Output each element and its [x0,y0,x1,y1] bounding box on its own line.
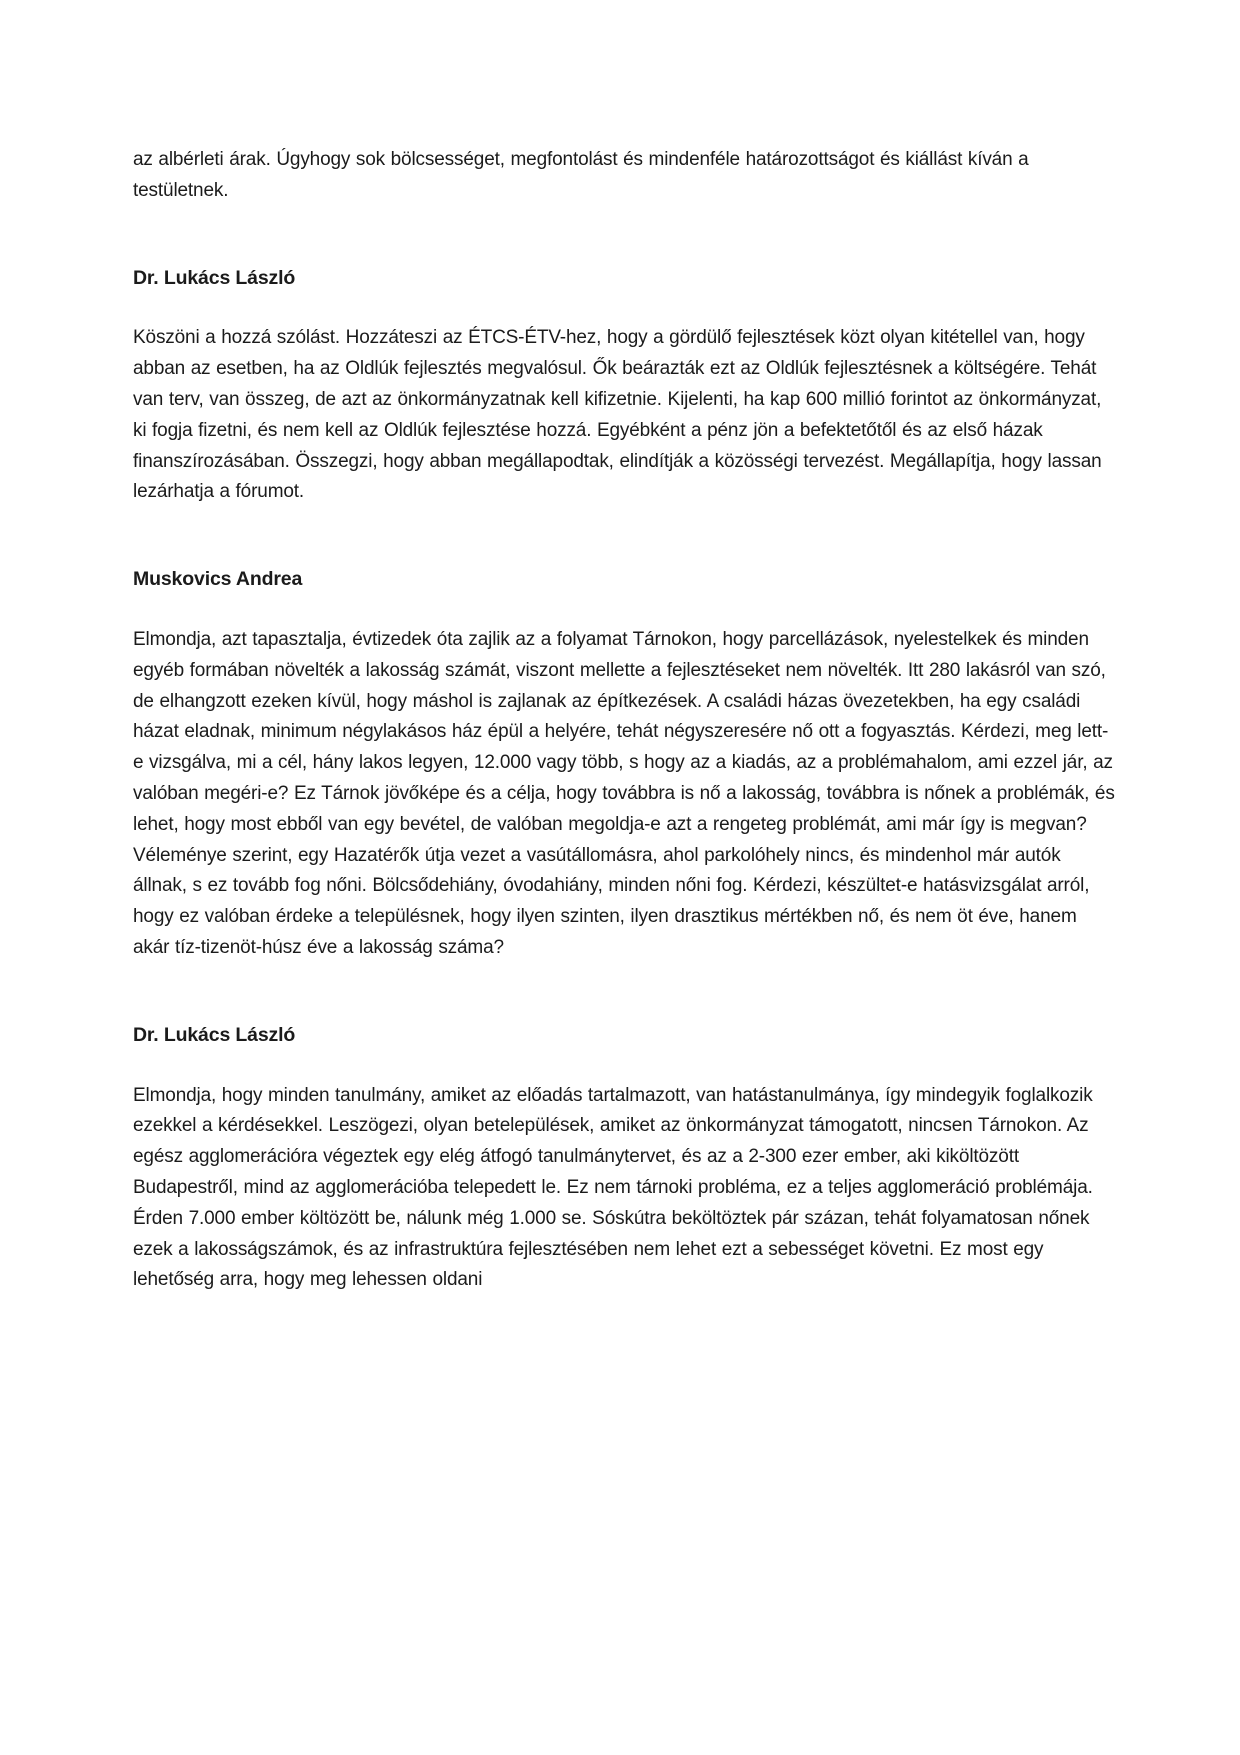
speaker-heading: Dr. Lukács László [133,1023,296,1046]
speaker-paragraph: Elmondja, hogy minden tanulmány, amiket az előadás tartalmazott, van hatástanulmánya, így mindegyik foglalkozik ezekkel a kérdésekkel. Leszögezi, olyan betelepülések, amiket az önkormányzat támogatott, nincsen Tárnokon. Az egész agglomerációra végeztek egy elég átfogó tanulmánytervet, és az a 2-300 ezer ember, aki kiköltözött Budapestről, mind az agglomerációba telepedett le. Ez nem tárnoki probléma, ez a teljes agglomeráció problémája. Érden 7.000 ember költözött be, nálunk még 1.000 se. Sóskútra beköltöztek pár százan, tehát folyamatosan nőnek ezek a lakosságszámok, és az infrastruktúra fejlesztésében nem lehet ezt a sebességet követni. Ez most egy lehetőség arra, hogy meg lehessen oldani [133,1084,1093,1291]
speaker-heading: Dr. Lukács László [133,266,296,289]
speaker-paragraph: Elmondja, azt tapasztalja, évtizedek óta zajlik az a folyamat Tárnokon, hogy parcellázások, nyelestelkek és minden egyéb formában növelték a lakosság számát, viszont mellette a fejlesztéseket nem növelték. Itt 280 lakásról van szó, de elhangzott ezeken kívül, hogy máshol is zajlanak az építkezések. A családi házas övezetekben, ha egy családi házat eladnak, minimum négylakásos ház épül a helyére, tehát négyszeresére nő ott a fogyasztás. Kérdezi, meg lett-e vizsgálva, mi a cél, hány lakos legyen, 12.000 vagy több, s hogy az a kiadás, az a problémahalom, ami ezzel jár, az valóban megéri-e? Ez Tárnok jövőképe és a célja, hogy továbbra is nő a lakosság, továbbra is nőnek a problémák, és lehet, hogy most ebből van egy bevétel, de valóban megoldja-e azt a rengeteg problémát, ami már így is megvan? Véleménye szerint, egy Hazatérők útja vezet a vasútállomásra, ahol parkolóhely nincs, és mindenhol már autók állnak, s ez tovább fog nőni. Bölcsődehiány, óvodahiány, minden nőni fog. Kérdezi, készültet-e hatásvizsgálat arról, hogy ez valóban érdeke a településnek, hogy ilyen szinten, ilyen drasztikus mértékben nő, és nem öt éve, hanem akár tíz-tizenöt-húsz éve a lakosság száma? [133,628,1115,958]
speaker-heading: Muskovics Andrea [133,568,303,591]
intro-paragraph: az albérleti árak. Úgyhogy sok bölcsességet, megfontolást és mindenféle határozottságot és kiállást kíván a testületnek. [133,149,1029,201]
speaker-paragraph: Köszöni a hozzá szólást. Hozzáteszi az ÉTCS-ÉTV-hez, hogy a gördülő fejlesztések közt olyan kitétellel van, hogy abban az esetben, ha az Oldlúk fejlesztés megvalósul. Ők beárazták ezt az Oldlúk fejlesztésnek a költségére. Tehát van terv, van összeg, de azt az önkormányzatnak kell kifizetnie. Kijelenti, ha kap 600 millió forintot az önkormányzat, ki fogja fizetni, és nem kell az Oldlúk fejlesztése hozzá. Egyébként a pénz jön a befektetőtől és az első házak finanszírozásában. Összegzi, hogy abban megállapodtak, elindítják a közösségi tervezést. Megállapítja, hogy lassan lezárhatja a fórumot. [133,327,1102,503]
